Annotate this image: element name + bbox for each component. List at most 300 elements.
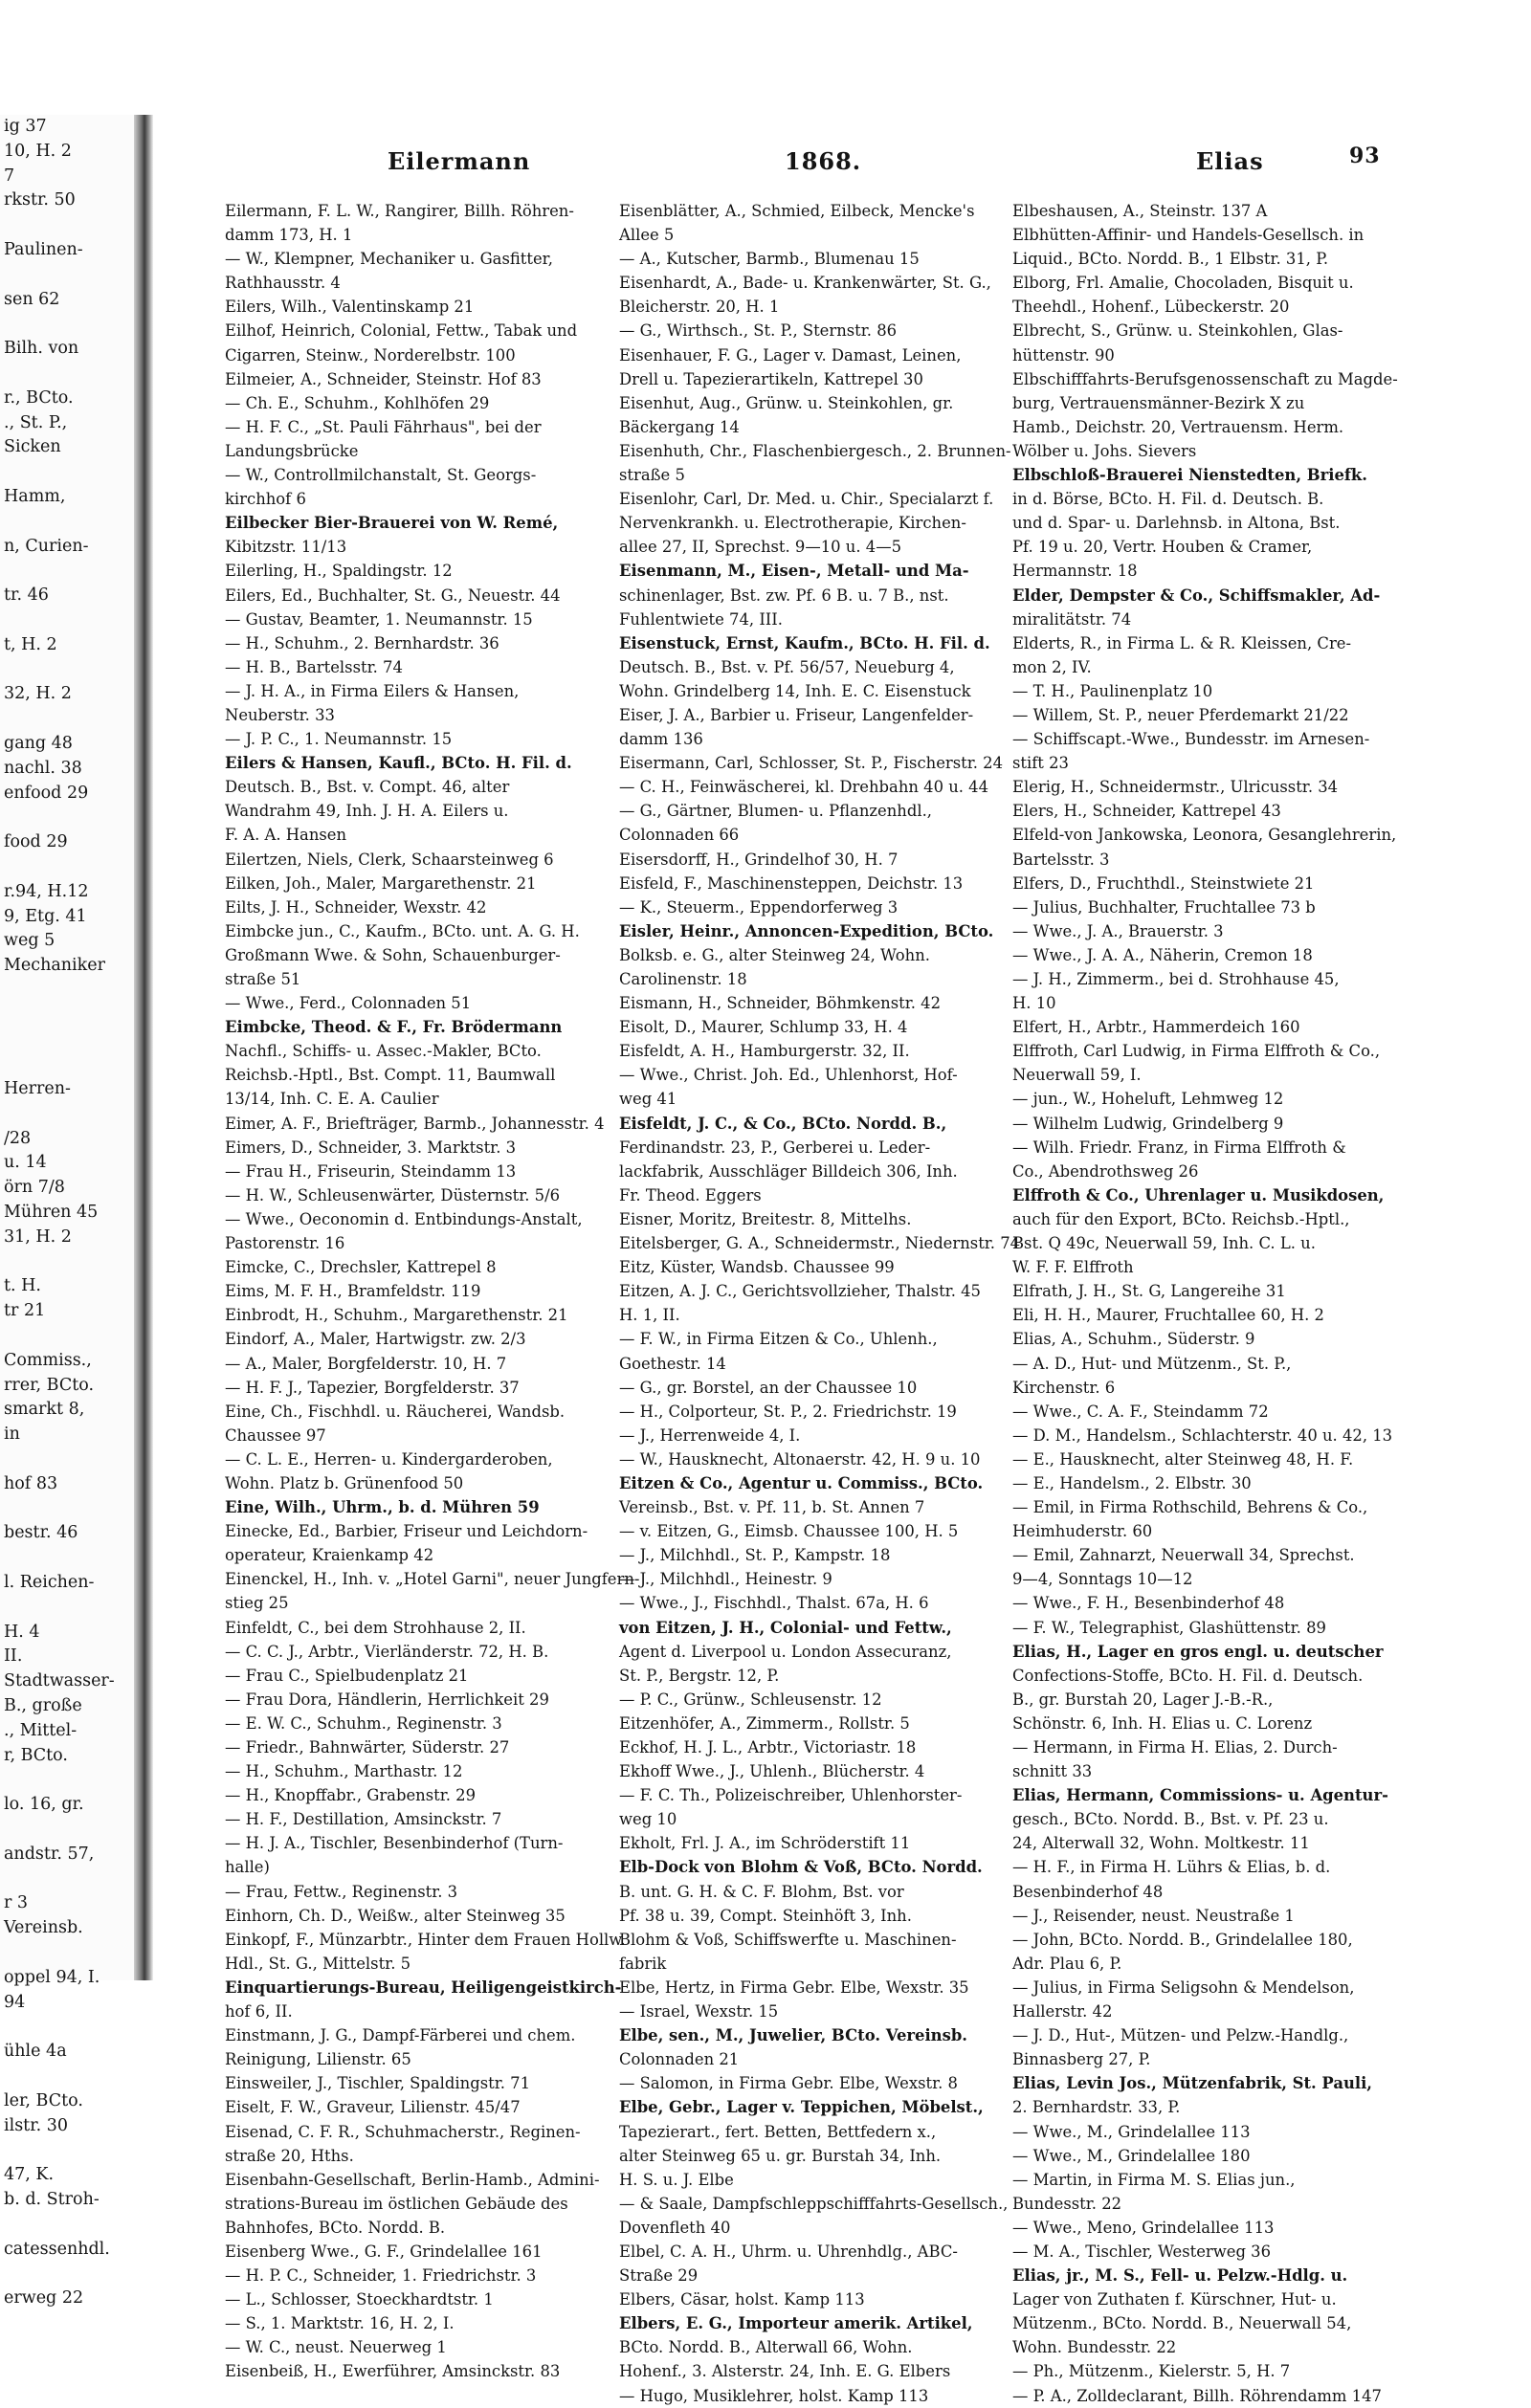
directory-entry: mon 2, IV.	[1012, 657, 1092, 676]
directory-entry: — Wwe., M., Grindelallee 180	[1012, 2146, 1251, 2165]
directory-entry: Pf. 38 u. 39, Compt. Steinhöft 3, Inh.	[619, 1906, 912, 1925]
running-header	[153, 144, 1493, 176]
directory-entry: — H., Schuhm., 2. Bernhardstr. 36	[225, 633, 499, 652]
directory-entry: Confections-Stoffe, BCto. H. Fil. d. Deutsch.	[1012, 1666, 1364, 1685]
directory-entry: — Frau H., Friseurin, Steindamm 13	[225, 1161, 517, 1181]
directory-entry: Elbrecht, S., Grünw. u. Steinkohlen, Glas-	[1012, 321, 1343, 341]
directory-entry: Blohm & Voß, Schiffswerfte u. Maschinen-	[619, 1930, 957, 1949]
directory-entry: — Wwe., M., Grindelallee 113	[1012, 2122, 1251, 2141]
directory-entry: — Wwe., J. A. A., Näherin, Cremon 18	[1012, 945, 1313, 964]
directory-entry: Eisenstuck, Ernst, Kaufm., BCto. H. Fil. d.	[619, 633, 990, 652]
directory-entry: W. F. F. Elffroth	[1012, 1258, 1134, 1277]
directory-entry: 2. Bernhardstr. 33, P.	[1012, 2098, 1181, 2117]
prev-page-line: ., Mittel-	[4, 1720, 78, 1740]
directory-entry: halle)	[225, 1858, 270, 1877]
directory-entry: Elbel, C. A. H., Uhrm. u. Uhrenhdlg., ABC-	[619, 2242, 958, 2261]
directory-entry: 13/14, Inh. C. E. A. Caulier	[225, 1090, 439, 1109]
directory-entry: Fuhlentwiete 74, III.	[619, 609, 783, 629]
directory-entry: Ekholt, Frl. J. A., im Schröderstift 11	[619, 1834, 911, 1853]
directory-entry: Eimbcke jun., C., Kaufm., BCto. unt. A. G. H.	[225, 921, 580, 940]
directory-entry: Elerig, H., Schneidermstr., Ulricusstr. 34	[1012, 778, 1339, 797]
directory-entry: Co., Abendrothsweg 26	[1012, 1161, 1199, 1181]
directory-entry: — W., Hausknecht, Altonaerstr. 42, H. 9 u. 10	[619, 1449, 981, 1469]
directory-entry: Elbeshausen, A., Steinstr. 137 A	[1012, 202, 1268, 220]
directory-entry: Hamb., Deichstr. 20, Vertrauensm. Herm.	[1012, 417, 1344, 436]
directory-entry: Großmann Wwe. & Sohn, Schauenburger-	[225, 945, 561, 964]
directory-entry: 9—4, Sonntags 10—12	[1012, 1570, 1193, 1589]
directory-entry: Eckhof, H. J. L., Arbtr., Victoriastr. 18	[619, 1738, 917, 1756]
directory-entry: — H. F., in Firma H. Lührs & Elias, b. d.	[1012, 1858, 1331, 1877]
prev-page-line	[0, 979, 134, 1004]
prev-page-line	[0, 2065, 134, 2089]
directory-entry: Einfeldt, C., bei dem Strohhause 2, II.	[225, 1618, 526, 1637]
directory-entry: Wohn. Platz b. Grünenfood 50	[225, 1473, 464, 1492]
prev-page-line	[0, 1324, 134, 1349]
prev-page-line: Stadtwasser-	[4, 1671, 115, 1691]
directory-entry: Eitzen & Co., Agentur u. Commiss., BCto.	[619, 1473, 984, 1492]
prev-page-line: Mechaniker	[4, 956, 105, 976]
directory-entry: auch für den Export, BCto. Reichsb.-Hptl.,	[1012, 1209, 1350, 1228]
directory-entry: Colonnaden 66	[619, 826, 740, 845]
directory-entry: Pf. 19 u. 20, Vertr. Houben & Cramer,	[1012, 538, 1313, 557]
directory-entry: Bleicherstr. 20, H. 1	[619, 298, 780, 317]
directory-entry: strations-Bureau im östlichen Gebäude des	[225, 2194, 568, 2213]
directory-entry: — D. M., Handelsm., Schlachterstr. 40 u. 42, 13	[1012, 1425, 1393, 1445]
directory-entry: — Wwe., Ferd., Colonnaden 51	[225, 994, 472, 1013]
prev-page-line: örn 7/8	[4, 1178, 65, 1198]
directory-entry: — H. W., Schleusenwärter, Düsternstr. 5/6	[225, 1185, 561, 1204]
directory-entry: Eisenad, C. F. R., Schuhmacherstr., Reginen-	[225, 2122, 581, 2141]
directory-entry: Neuerwall 59, I.	[1012, 1066, 1142, 1085]
directory-entry: Allee 5	[619, 226, 675, 245]
directory-entry: — H., Knopffabr., Grabenstr. 29	[225, 1786, 477, 1805]
directory-entry: — Wwe., J. A., Brauerstr. 3	[1012, 921, 1224, 940]
directory-entry: — A., Kutscher, Barmb., Blumenau 15	[619, 250, 920, 269]
directory-entry: Eitzenhöfer, A., Zimmerm., Rollstr. 5	[619, 1713, 910, 1733]
directory-entry: Eimcke, C., Drechsler, Kattrepel 8	[225, 1258, 497, 1277]
prev-page-line: 7	[4, 166, 15, 186]
directory-entry: Deutsch. B., Bst. v. Pf. 56/57, Neueburg 4,	[619, 657, 955, 676]
directory-entry: — P. C., Grünw., Schleusenstr. 12	[619, 1690, 882, 1709]
directory-entry: — W. C., neust. Neuerweg 1	[225, 2338, 447, 2357]
directory-entry: Eilers, Ed., Buchhalter, St. G., Neuestr. 44	[225, 585, 561, 605]
directory-entry: — T. H., Paulinenplatz 10	[1012, 681, 1213, 700]
prev-page-line: food 29	[4, 832, 68, 852]
directory-entry: Eisenbahn-Gesellschaft, Berlin-Hamb., Admini-	[225, 2170, 600, 2189]
directory-entry: hof 6, II.	[225, 2002, 293, 2021]
directory-entry: — Ph., Mützenm., Kielerstr. 5, H. 7	[1012, 2362, 1291, 2381]
directory-entry: schinenlager, Bst. zw. Pf. 6 B. u. 7 B., nst.	[619, 585, 949, 605]
prev-page-line: enfood 29	[4, 783, 89, 803]
directory-entry: Eisenbeiß, H., Ewerführer, Amsinckstr. 83	[225, 2362, 561, 2381]
directory-entry: F. A. A. Hansen	[225, 826, 347, 845]
directory-entry: — H. F. J., Tapezier, Borgfelderstr. 37	[225, 1378, 520, 1397]
directory-entry: Einecke, Ed., Barbier, Friseur und Leichdorn-	[225, 1522, 588, 1541]
directory-column-2	[619, 199, 1032, 2408]
prev-page-line: ., St. P.,	[4, 412, 68, 432]
directory-entry: Eimer, A. F., Briefträger, Barmb., Johannesstr. 4	[225, 1114, 605, 1133]
prev-page-line: rrer, BCto.	[4, 1375, 95, 1395]
prev-page-line: rkstr. 50	[4, 190, 76, 210]
directory-entry: Tapezierart., fert. Betten, Bettfedern x.,	[619, 2122, 937, 2141]
prev-page-line: bestr. 46	[4, 1523, 78, 1543]
directory-entry: burg, Vertrauensmänner-Bezirk X zu	[1012, 393, 1305, 412]
prev-page-line	[0, 1941, 134, 1966]
directory-entry: — H. F. C., „St. Pauli Fährhaus", bei der	[225, 417, 542, 436]
directory-entry: Elder, Dempster & Co., Schiffsmakler, Ad-	[1012, 585, 1381, 605]
directory-entry: Eims, M. F. H., Bramfeldstr. 119	[225, 1282, 481, 1301]
prev-page-line	[0, 1447, 134, 1472]
directory-entry: — J., Milchhdl., Heinestr. 9	[619, 1570, 832, 1589]
directory-entry: Einquartierungs-Bureau, Heiligengeistkirch-	[225, 1977, 622, 1997]
directory-entry: Elbe, Hertz, in Firma Gebr. Elbe, Wexstr. 35	[619, 1977, 969, 1997]
directory-entry: allee 27, II, Sprechst. 9—10 u. 4—5	[619, 538, 902, 557]
directory-entry: — H. F., Destillation, Amsinckstr. 7	[225, 1810, 502, 1829]
directory-entry: Elffroth, Carl Ludwig, in Firma Elffroth & Co.,	[1012, 1042, 1381, 1061]
directory-entry: Bäckergang 14	[619, 417, 740, 436]
directory-entry: Elderts, R., in Firma L. & R. Kleissen, Cre-	[1012, 633, 1352, 652]
directory-entry: — Julius, in Firma Seligsohn & Mendelson,	[1012, 1977, 1355, 1997]
directory-entry: — John, BCto. Nordd. B., Grindelallee 180,	[1012, 1930, 1353, 1949]
directory-entry: und d. Spar- u. Darlehnsb. in Altona, Bst.	[1012, 514, 1341, 533]
prev-page-line	[0, 559, 134, 584]
directory-entry: Bolksb. e. G., alter Steinweg 24, Wohn.	[619, 945, 930, 964]
directory-entry: straße 51	[225, 970, 301, 988]
directory-entry: Deutsch. B., Bst. v. Compt. 46, alter	[225, 778, 510, 797]
prev-page-line: l. Reichen-	[4, 1573, 95, 1593]
directory-entry: — Hermann, in Firma H. Elias, 2. Durch-	[1012, 1738, 1338, 1756]
prev-page-line: t, H. 2	[4, 634, 57, 654]
directory-entry: schnitt 33	[1012, 1762, 1093, 1781]
directory-entry: — Willem, St. P., neuer Pferdemarkt 21/22	[1012, 705, 1349, 724]
directory-entry: Eisfeldt, A. H., Hamburgerstr. 32, II.	[619, 1042, 910, 1061]
prev-page-line: 9, Etg. 41	[4, 906, 87, 926]
directory-entry: Elfers, D., Fruchthdl., Steinstwiete 21	[1012, 873, 1315, 893]
prev-page-line	[0, 1596, 134, 1621]
directory-entry: — A., Maler, Borgfelderstr. 10, H. 7	[225, 1354, 507, 1373]
directory-entry: Vereinsb., Bst. v. Pf. 11, b. St. Annen 7	[619, 1498, 925, 1517]
directory-entry: Eisenhardt, A., Bade- u. Krankenwärter, St. G.,	[619, 274, 991, 293]
prev-page-line: ler, BCto.	[4, 2090, 83, 2110]
directory-entry: Ekhoff Wwe., J., Uhlenh., Blücherstr. 4	[619, 1762, 925, 1781]
directory-entry: — H., Colporteur, St. P., 2. Friedrichstr. 19	[619, 1402, 957, 1421]
directory-entry: — Wwe., F. H., Besenbinderhof 48	[1012, 1594, 1285, 1613]
book-gutter	[134, 115, 153, 1980]
directory-entry: Einkopf, F., Münzarbtr., Hinter dem Frauen Hollw.	[225, 1930, 626, 1949]
directory-entry: Goethestr. 14	[619, 1354, 726, 1373]
directory-entry: Drell u. Tapezierartikeln, Kattrepel 30	[619, 369, 923, 388]
directory-entry: Elers, H., Schneider, Kattrepel 43	[1012, 802, 1281, 821]
directory-entry: — Julius, Buchhalter, Fruchtallee 73 b	[1012, 897, 1316, 917]
directory-entry: Neuberstr. 33	[225, 705, 335, 724]
directory-entry: — Frau, Fettw., Reginenstr. 3	[225, 1882, 458, 1901]
directory-entry: Eilermann, F. L. W., Rangirer, Billh. Röhren-	[225, 202, 574, 220]
directory-entry: — H., Schuhm., Marthastr. 12	[225, 1762, 463, 1781]
directory-entry: Wohn. Bundesstr. 22	[1012, 2338, 1177, 2357]
prev-page-line: ig 37	[4, 117, 47, 136]
directory-entry: Eismann, H., Schneider, Böhmkenstr. 42	[619, 994, 942, 1013]
prev-page-line	[0, 460, 134, 485]
directory-entry: stieg 25	[225, 1594, 289, 1613]
directory-entry: straße 5	[619, 466, 685, 485]
directory-entry: Eisermann, Carl, Schlosser, St. P., Fischerstr. 24	[619, 754, 1004, 773]
prev-page-line: /28	[4, 1128, 32, 1148]
header-first-entry: Eilermann	[388, 147, 531, 175]
directory-entry: — G., Gärtner, Blumen- u. Pflanzenhdl.,	[619, 802, 932, 821]
page-number: 93	[1349, 144, 1381, 168]
directory-entry: Straße 29	[619, 2266, 699, 2286]
directory-entry: Eisersdorff, H., Grindelhof 30, H. 7	[619, 850, 899, 869]
directory-entry: Elias, H., Lager en gros engl. u. deutscher	[1012, 1642, 1384, 1661]
directory-page	[153, 115, 1493, 2405]
prev-page-line	[0, 1250, 134, 1275]
directory-entry: Elfert, H., Arbtr., Hammerdeich 160	[1012, 1018, 1300, 1037]
prev-page-line: in	[4, 1425, 20, 1445]
directory-entry: gesch., BCto. Nordd. B., Bst. v. Pf. 23 u.	[1012, 1810, 1329, 1829]
prev-page-line: oppel 94, I.	[4, 1967, 100, 1987]
directory-entry: Eiser, J. A., Barbier u. Friseur, Langenfelder-	[619, 705, 974, 724]
directory-entry: — E., Hausknecht, alter Steinweg 48, H. F.	[1012, 1449, 1354, 1469]
directory-column-3	[1012, 199, 1426, 2408]
directory-entry: Elias, Hermann, Commissions- u. Agentur-	[1012, 1786, 1388, 1805]
directory-entry: Reinigung, Lilienstr. 65	[225, 2050, 411, 2069]
directory-entry: — F. C. Th., Polizeischreiber, Uhlenhorster-	[619, 1786, 963, 1805]
directory-entry: Eitelsberger, G. A., Schneidermstr., Niedernstr. 74	[619, 1234, 1021, 1253]
directory-entry: Eisler, Heinr., Annoncen-Expedition, BCto.	[619, 921, 994, 940]
directory-entry: Elias, Levin Jos., Mützenfabrik, St. Pauli,	[1012, 2074, 1373, 2093]
prev-page-line: smarkt 8,	[4, 1400, 85, 1420]
prev-page-line	[0, 806, 134, 830]
directory-entry: kirchhof 6	[225, 490, 306, 509]
directory-entry: Eisfeldt, J. C., & Co., BCto. Nordd. B.,	[619, 1114, 947, 1133]
prev-page-line: lo. 16, gr.	[4, 1795, 84, 1815]
directory-entry: BCto. Nordd. B., Alterwall 66, Wohn.	[619, 2338, 913, 2357]
directory-entry: Adr. Plau 6, P.	[1012, 1954, 1122, 1973]
directory-entry: lackfabrik, Ausschläger Billdeich 306, Inh.	[619, 1161, 958, 1181]
directory-entry: Eisenhuth, Chr., Flaschenbiergesch., 2. Brunnen-	[619, 441, 1011, 460]
prev-page-line: hof 83	[4, 1473, 58, 1493]
directory-entry: — H. B., Bartelsstr. 74	[225, 657, 403, 676]
prev-page-line	[0, 1546, 134, 1571]
prev-page-line: r., BCto.	[4, 387, 74, 408]
directory-entry: Hermannstr. 18	[1012, 562, 1138, 581]
directory-entry: Carolinenstr. 18	[619, 970, 747, 988]
prev-page-line: 47, K.	[4, 2165, 55, 2185]
directory-entry: — Wwe., J., Fischhdl., Thalst. 67a, H. 6	[619, 1594, 929, 1613]
directory-entry: — Wilhelm Ludwig, Grindelberg 9	[1012, 1114, 1284, 1133]
prev-page-line: b. d. Stroh-	[4, 2189, 100, 2209]
directory-entry: Elbers, Cäsar, holst. Kamp 113	[619, 2290, 865, 2309]
directory-entry: Cigarren, Steinw., Norderelbstr. 100	[225, 345, 516, 365]
directory-entry: — Emil, Zahnarzt, Neuerwall 34, Sprechst.	[1012, 1546, 1355, 1565]
prev-page-line: Mühren 45	[4, 1203, 99, 1223]
prev-page-line: nachl. 38	[4, 758, 82, 778]
directory-entry: Einhorn, Ch. D., Weißw., alter Steinweg 35	[225, 1906, 566, 1925]
directory-entry: H. 1, II.	[619, 1306, 680, 1325]
directory-entry: Dovenfleth 40	[619, 2218, 731, 2237]
directory-entry: Heimhuderstr. 60	[1012, 1522, 1153, 1541]
directory-entry: Elias, A., Schuhm., Süderstr. 9	[1012, 1330, 1255, 1349]
prev-page-line	[0, 1027, 134, 1052]
directory-entry: — M. A., Tischler, Westerweg 36	[1012, 2242, 1272, 2261]
directory-entry: Nervenkrankh. u. Electrotherapie, Kirchen-	[619, 514, 966, 533]
directory-entry: Eisenblätter, A., Schmied, Eilbeck, Mencke's	[619, 202, 975, 220]
directory-entry: Pastorenstr. 16	[225, 1234, 345, 1253]
directory-entry: — H. J. A., Tischler, Besenbinderhof (Turn-	[225, 1834, 564, 1853]
directory-entry: — E. W. C., Schuhm., Reginenstr. 3	[225, 1713, 502, 1733]
directory-entry: — J. H., Zimmerm., bei d. Strohhause 45,	[1012, 970, 1340, 988]
directory-entry: Elbers, E. G., Importeur amerik. Artikel,	[619, 2314, 973, 2333]
prev-page-line: Hamm,	[4, 486, 66, 506]
directory-entry: — F. W., Telegraphist, Glashüttenstr. 89	[1012, 1618, 1326, 1637]
directory-entry: H. S. u. J. Elbe	[619, 2170, 734, 2189]
directory-entry: in d. Börse, BCto. H. Fil. d. Deutsch. B.	[1012, 490, 1324, 509]
directory-entry: Eisfeld, F., Maschinensteppen, Deichstr. 13	[619, 873, 964, 893]
prev-page-line: 94	[4, 1992, 26, 2012]
directory-entry: B., gr. Burstah 20, Lager J.-B.-R.,	[1012, 1690, 1274, 1709]
directory-entry: Wohn. Grindelberg 14, Inh. E. C. Eisenstuck	[619, 681, 971, 700]
directory-entry: Theehdl., Hohenf., Lübeckerstr. 20	[1012, 298, 1290, 317]
prev-page-line: Sicken	[4, 437, 61, 457]
directory-entry: — Gustav, Beamter, 1. Neumannstr. 15	[225, 609, 533, 629]
directory-entry: — v. Eitzen, G., Eimsb. Chaussee 100, H. 5	[619, 1522, 959, 1541]
directory-entry: Einsweiler, J., Tischler, Spaldingstr. 71	[225, 2074, 531, 2093]
directory-entry: Eisner, Moritz, Breitestr. 8, Mittelhs.	[619, 1209, 912, 1228]
directory-entry: Elbe, Gebr., Lager v. Teppichen, Möbelst.,	[619, 2098, 984, 2117]
directory-entry: alter Steinweg 65 u. gr. Burstah 34, Inh.	[619, 2146, 942, 2165]
prev-page-line: t. H.	[4, 1276, 41, 1296]
directory-entry: Eitz, Küster, Wandsb. Chaussee 99	[619, 1258, 895, 1277]
directory-entry: Rathhausstr. 4	[225, 274, 341, 293]
directory-entry: Landungsbrücke	[225, 441, 359, 460]
directory-entry: B. unt. G. H. & C. F. Blohm, Bst. vor	[619, 1882, 904, 1901]
directory-entry: 24, Alterwall 32, Wohn. Moltkestr. 11	[1012, 1834, 1310, 1853]
prev-page-line	[0, 1052, 134, 1077]
directory-entry: Besenbinderhof 48	[1012, 1882, 1164, 1901]
directory-entry: Reichsb.-Hptl., Bst. Compt. 11, Baumwall	[225, 1066, 556, 1085]
header-year: 1868.	[785, 147, 862, 175]
directory-entry: von Eitzen, J. H., Colonial- und Fettw.,	[619, 1618, 952, 1637]
directory-entry: — Friedr., Bahnwärter, Süderstr. 27	[225, 1738, 510, 1756]
prev-page-line	[0, 1818, 134, 1843]
header-last-entry: Elias	[1196, 147, 1264, 175]
prev-page-line	[0, 213, 134, 238]
directory-entry: fabrik	[619, 1954, 667, 1973]
directory-entry: — Ch. E., Schuhm., Kohlhöfen 29	[225, 393, 490, 412]
directory-entry: — S., 1. Marktstr. 16, H. 2, I.	[225, 2314, 455, 2333]
directory-entry: Eilts, J. H., Schneider, Wexstr. 42	[225, 897, 487, 917]
directory-entry: Agent d. Liverpool u. London Assecuranz,	[619, 1642, 952, 1661]
prev-page-line: Paulinen-	[4, 239, 83, 259]
directory-entry: hüttenstr. 90	[1012, 345, 1115, 365]
prev-page-line: r.94, H.12	[4, 881, 89, 901]
prev-page-line: gang 48	[4, 733, 73, 753]
directory-entry: — Emil, in Firma Rothschild, Behrens & Co.,	[1012, 1498, 1368, 1517]
prev-page-line	[0, 608, 134, 633]
directory-entry: Eitzen, A. J. C., Gerichtsvollzieher, Thalstr. 45	[619, 1282, 981, 1301]
directory-entry: Eisenmann, M., Eisen-, Metall- und Ma-	[619, 562, 969, 581]
directory-entry: Bst. Q 49c, Neuerwall 59, Inh. C. L. u.	[1012, 1234, 1316, 1253]
directory-entry: Elbhütten-Affinir- und Handels-Gesellsch. in	[1012, 226, 1365, 245]
directory-entry: Eisenlohr, Carl, Dr. Med. u. Chir., Specialarzt f.	[619, 490, 994, 509]
prev-page-line	[0, 2138, 134, 2163]
directory-entry: Eilerling, H., Spaldingstr. 12	[225, 562, 453, 581]
prev-page-line: r 3	[4, 1893, 29, 1913]
directory-entry: Schönstr. 6, Inh. H. Elias u. C. Lorenz	[1012, 1713, 1313, 1733]
prev-page-line: u. 14	[4, 1153, 47, 1173]
directory-entry: — F. W., in Firma Eitzen & Co., Uhlenh.,	[619, 1330, 938, 1349]
directory-entry: Eilertzen, Niels, Clerk, Schaarsteinweg 6	[225, 850, 554, 869]
prev-page-line: Vereinsb.	[4, 1918, 83, 1938]
directory-entry: — P. A., Zolldeclarant, Billh. Röhrendamm 147	[1012, 2386, 1382, 2405]
previous-page-edge	[0, 115, 134, 2309]
prev-page-line: 31, H. 2	[4, 1226, 72, 1247]
directory-entry: Wandrahm 49, Inh. J. H. A. Eilers u.	[225, 802, 509, 821]
directory-entry: Fr. Theod. Eggers	[619, 1185, 762, 1204]
directory-entry: — Wilh. Friedr. Franz, in Firma Elffroth &	[1012, 1138, 1346, 1157]
directory-entry: Eiselt, F. W., Graveur, Lilienstr. 45/47	[225, 2098, 521, 2117]
prev-page-line	[0, 658, 134, 683]
prev-page-line: sen 62	[4, 289, 60, 309]
directory-entry: Elbschloß-Brauerei Nienstedten, Briefk.	[1012, 466, 1367, 485]
prev-page-line: Commiss.,	[4, 1350, 92, 1370]
directory-entry: Kibitzstr. 11/13	[225, 538, 347, 557]
directory-entry: Eine, Wilh., Uhrm., b. d. Mühren 59	[225, 1498, 540, 1517]
directory-entry: — C. L. E., Herren- u. Kindergarderoben,	[225, 1449, 553, 1469]
directory-entry: Hdl., St. G., Mittelstr. 5	[225, 1954, 411, 1973]
directory-entry: — A. D., Hut- und Mützenm., St. P.,	[1012, 1354, 1292, 1373]
directory-entry: — Frau Dora, Händlerin, Herrlichkeit 29	[225, 1690, 549, 1709]
directory-entry: — L., Schlosser, Stoeckhardtstr. 1	[225, 2290, 494, 2309]
directory-entry: Bahnhofes, BCto. Nordd. B.	[225, 2218, 446, 2237]
directory-entry: — J., Milchhdl., St. P., Kampstr. 18	[619, 1546, 891, 1565]
prev-page-line: r, BCto.	[4, 1745, 68, 1765]
prev-page-line	[0, 707, 134, 732]
prev-page-line: n, Curien-	[4, 536, 89, 556]
directory-entry: — J., Herrenweide 4, I.	[619, 1425, 801, 1445]
directory-entry: Wölber u. Johs. Sievers	[1012, 441, 1197, 460]
directory-entry: — Frau C., Spielbudenplatz 21	[225, 1666, 469, 1685]
directory-entry: — Israel, Wexstr. 15	[619, 2002, 779, 2021]
directory-entry: — G., Wirthsch., St. P., Sternstr. 86	[619, 321, 898, 341]
prev-page-line: andstr. 57,	[4, 1844, 95, 1864]
directory-entry: Elfeld-von Jankowska, Leonora, Gesanglehrerin,	[1012, 826, 1397, 845]
directory-entry: — & Saale, Dampfschleppschifffahrts-Gesellsch.,	[619, 2194, 1009, 2213]
directory-entry: — W., Controllmilchanstalt, St. Georgs-	[225, 466, 537, 485]
directory-entry: — E., Handelsm., 2. Elbstr. 30	[1012, 1473, 1252, 1492]
prev-page-line	[0, 1004, 134, 1028]
directory-entry: — G., gr. Borstel, an der Chaussee 10	[619, 1378, 918, 1397]
directory-entry: Einbrodt, H., Schuhm., Margarethenstr. 21	[225, 1306, 568, 1325]
directory-entry: — H. P. C., Schneider, 1. Friedrichstr. 3	[225, 2266, 537, 2286]
directory-entry: operateur, Kraienkamp 42	[225, 1546, 434, 1565]
directory-entry: Eisenhut, Aug., Grünw. u. Steinkohlen, gr.	[619, 393, 954, 412]
directory-entry: Eilmeier, A., Schneider, Steinstr. Hof 83	[225, 369, 542, 388]
directory-entry: — W., Klempner, Mechaniker u. Gasfitter,	[225, 250, 553, 269]
prev-page-line: tr 21	[4, 1301, 46, 1321]
directory-entry: Lager von Zuthaten f. Kürschner, Hut- u.	[1012, 2290, 1337, 2309]
prev-page-line: Bilh. von	[4, 339, 79, 359]
prev-page-line	[0, 2213, 134, 2238]
directory-entry: Elfrath, J. H., St. G, Langereihe 31	[1012, 1282, 1286, 1301]
prev-page-line: tr. 46	[4, 585, 49, 606]
directory-entry: stift 23	[1012, 754, 1069, 773]
directory-entry: — C. H., Feinwäscherei, kl. Drehbahn 40 u. 44	[619, 778, 989, 797]
prev-page-line	[0, 1102, 134, 1127]
directory-entry: — Martin, in Firma M. S. Elias jun.,	[1012, 2170, 1296, 2189]
directory-entry: H. 10	[1012, 994, 1056, 1013]
directory-entry: Chaussee 97	[225, 1425, 326, 1445]
